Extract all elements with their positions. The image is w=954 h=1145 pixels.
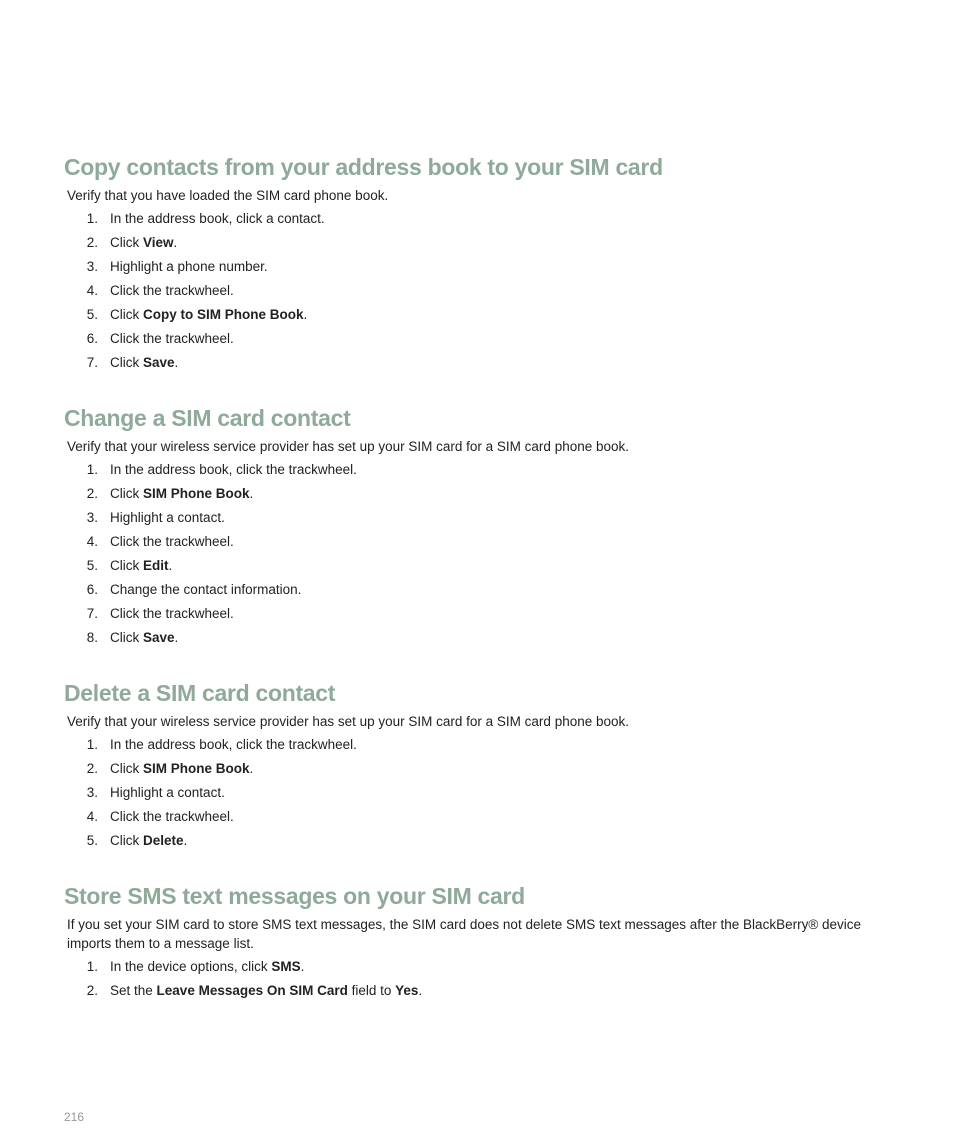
step-text: Click the trackwheel.	[110, 606, 234, 621]
step-text: Click	[110, 235, 143, 250]
step-item	[64, 757, 904, 781]
section-delete-sim-contact	[64, 678, 904, 853]
step-text: Highlight a contact.	[110, 510, 225, 525]
steps-list	[64, 955, 904, 1003]
step-text: .	[183, 833, 188, 848]
step-text: Click	[110, 486, 143, 501]
step-ui-term: SIM Phone Book	[143, 761, 250, 776]
section-change-sim-contact	[64, 403, 904, 650]
step-ui-term: Save	[143, 355, 175, 370]
step-item	[64, 327, 904, 351]
section-heading: Copy contacts from your address book to your SIM card	[64, 154, 663, 180]
step-ui-term: SIM Phone Book	[143, 486, 250, 501]
step-ui-term: View	[143, 235, 174, 250]
step-number: 1.	[86, 211, 98, 226]
step-text: .	[303, 307, 308, 322]
step-number: 3.	[86, 510, 98, 525]
step-text: .	[174, 355, 179, 370]
step-number: 1.	[86, 462, 98, 477]
section-store-sms	[64, 881, 904, 1003]
step-item	[64, 602, 904, 626]
step-item	[64, 626, 904, 650]
step-text: Click	[110, 833, 143, 848]
step-number: 2.	[86, 235, 98, 250]
step-text: .	[249, 761, 254, 776]
step-text: .	[300, 959, 305, 974]
step-text: Click	[110, 761, 143, 776]
step-number: 5.	[86, 558, 98, 573]
step-item	[64, 255, 904, 279]
step-number: 2.	[86, 983, 98, 998]
step-ui-term: Save	[143, 630, 175, 645]
step-text: Click	[110, 307, 143, 322]
section-heading: Change a SIM card contact	[64, 405, 351, 431]
step-ui-term: Delete	[143, 833, 184, 848]
step-number: 4.	[86, 809, 98, 824]
step-text: Highlight a contact.	[110, 785, 225, 800]
step-text: Click the trackwheel.	[110, 331, 234, 346]
section-heading: Store SMS text messages on your SIM card	[64, 883, 525, 909]
step-item	[64, 530, 904, 554]
step-text: In the address book, click the trackwheel.	[110, 462, 357, 477]
step-text: .	[418, 983, 423, 998]
step-number: 1.	[86, 959, 98, 974]
step-number: 4.	[86, 534, 98, 549]
step-text: Click the trackwheel.	[110, 809, 234, 824]
step-number: 3.	[86, 785, 98, 800]
step-text: field to	[347, 983, 396, 998]
step-text: Click the trackwheel.	[110, 534, 234, 549]
step-text: Click	[110, 355, 143, 370]
section-intro: Verify that your wireless service provider has set up your SIM card for a SIM card phone book.	[67, 439, 630, 454]
step-text: .	[249, 486, 254, 501]
step-ui-term: Yes	[395, 983, 419, 998]
step-number: 6.	[86, 582, 98, 597]
step-item	[64, 482, 904, 506]
step-number: 1.	[86, 737, 98, 752]
section-copy-contacts	[64, 152, 904, 375]
section-intro: Verify that your wireless service provider has set up your SIM card for a SIM card phone book.	[67, 714, 630, 729]
step-number: 6.	[86, 331, 98, 346]
step-item	[64, 733, 904, 757]
step-text: Set the	[110, 983, 157, 998]
step-ui-term: Edit	[143, 558, 169, 573]
step-number: 5.	[86, 833, 98, 848]
step-ui-term: Leave Messages On SIM Card	[156, 983, 348, 998]
step-item	[64, 458, 904, 482]
step-text: Click the trackwheel.	[110, 283, 234, 298]
step-text: Click	[110, 630, 143, 645]
step-item	[64, 279, 904, 303]
steps-list	[64, 207, 904, 375]
step-ui-term: Copy to SIM Phone Book	[143, 307, 304, 322]
step-item	[64, 506, 904, 530]
step-number: 4.	[86, 283, 98, 298]
page-number: 216	[64, 1110, 85, 1124]
step-ui-term: SMS	[271, 959, 301, 974]
step-text: .	[173, 235, 178, 250]
step-number: 5.	[86, 307, 98, 322]
step-text: Change the contact information.	[110, 582, 302, 597]
step-item	[64, 979, 904, 1003]
step-number: 3.	[86, 259, 98, 274]
step-number: 2.	[86, 761, 98, 776]
step-number: 8.	[86, 630, 98, 645]
step-item	[64, 805, 904, 829]
step-item	[64, 303, 904, 327]
step-number: 2.	[86, 486, 98, 501]
step-item	[64, 207, 904, 231]
step-item	[64, 829, 904, 853]
step-item	[64, 351, 904, 375]
step-item	[64, 554, 904, 578]
step-number: 7.	[86, 355, 98, 370]
step-item	[64, 231, 904, 255]
step-text: Highlight a phone number.	[110, 259, 268, 274]
step-text: In the address book, click a contact.	[110, 211, 325, 226]
step-text: In the device options, click	[110, 959, 272, 974]
section-heading: Delete a SIM card contact	[64, 680, 336, 706]
step-text: In the address book, click the trackwheel.	[110, 737, 357, 752]
steps-list	[64, 458, 904, 650]
step-text: .	[168, 558, 173, 573]
step-number: 7.	[86, 606, 98, 621]
step-item	[64, 578, 904, 602]
step-text: .	[174, 630, 179, 645]
section-intro: If you set your SIM card to store SMS text messages, the SIM card does not delete SMS text messages after the BlackBerry® device imports them to a message list.	[67, 917, 862, 951]
step-item	[64, 781, 904, 805]
step-item	[64, 955, 904, 979]
step-text: Click	[110, 558, 143, 573]
steps-list	[64, 733, 904, 853]
section-intro: Verify that you have loaded the SIM card phone book.	[67, 188, 389, 203]
